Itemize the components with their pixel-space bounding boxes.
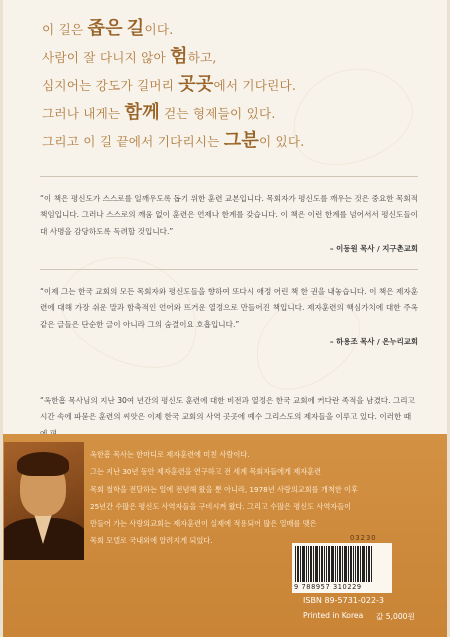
headline-line-5 [42, 127, 422, 155]
divider [40, 269, 418, 270]
headline-emphasis: 곳곳 [178, 74, 214, 95]
price: 값 5,000원 [376, 612, 415, 621]
headline-text: 이 있다. [258, 134, 305, 149]
headline-line-3 [42, 71, 422, 99]
isbn: ISBN 89-5731-022-3 [303, 596, 385, 605]
headline-emphasis: 함께 [124, 102, 160, 123]
headline-text: 심지어는 강도가 길머리 [42, 78, 179, 93]
headline-line-2 [42, 43, 422, 71]
bio-line: 목회 모델로 국내외에 알려지게 되었다. [90, 536, 213, 546]
bio-line: 그는 지난 30년 동안 제자훈련을 연구하고 전 세계 목회자들에게 제자훈련 [90, 467, 322, 477]
endorsement-quote [40, 284, 418, 350]
headline-text: 그러나 내게는 [42, 106, 125, 121]
barcode-bars [295, 546, 389, 582]
endorsement-author: – 하용조 목사 / 온누리교회 [329, 337, 418, 347]
photo-hair-shape [17, 452, 69, 476]
headline-emphasis: 그분 [223, 130, 259, 151]
barcode [292, 543, 392, 593]
headline-text: 그리고 이 길 끝에서 기다리시는 [42, 134, 224, 149]
headline-text: 걷는 형제들이 있다. [159, 106, 276, 121]
barcode-digits: 9 788957 310229 [294, 583, 362, 591]
headline-emphasis: 좁은 [87, 18, 123, 39]
endorsement-text: “이제 그는 한국 교회의 모든 목회자와 평신도들을 향하여 또다시 애정 어린 책 한 권을 내놓습니다. 이 책은 제자훈련에 대해 가장 쉬운 말과 함축적인 언어와 뜨거운 열정으로 만들어진 책입니다. 제자훈련의 핵심가치에 대한 주옥같은 글들은 단순한 글이 아니라 그의 숨결이요 호흡입니다.” [40, 287, 418, 329]
headline-line-1 [42, 15, 422, 43]
bio-line: 만들어 가는 사랑의교회는 제자훈련이 실제에 적용되어 많은 열매를 맺은 [90, 519, 317, 529]
endorsement-text-partial: “옥한흠 목사님의 지난 30여 년간의 평신도 훈련에 대한 비전과 열정은 한국 교회에 커다란 족적을 남겼다. 그리고 시간 속에 파묻은 훈련의 씨앗은 이제 한국 교회의 사역 곳곳에 예수 그리스도의 제자들을 이루고 있다. 이러한 때 [40, 396, 415, 422]
headline-text: 사람이 잘 다니지 않아 [42, 50, 171, 65]
barcode-price-code: 03230 [350, 534, 377, 542]
headline-line-4 [42, 99, 422, 127]
bio-line: 목회 철학을 전달하는 일에 전념해 왔을 뿐 아니라, 1978년 사랑의교회를 개척한 이후 [90, 484, 358, 494]
endorsement-text: “이 책은 평신도가 스스로를 일깨우도록 돕기 위한 훈련 교본입니다. 목회자가 평신도를 깨우는 것은 중요한 목회적 책임입니다. 그러나 스스로의 깨움 없이 훈련은 언제나 한계를 갖습니다. 이 책은 이런 한계를 넘어서서 평신도들이 대 사명을 감당하도록 독려할 것입니다.” [40, 194, 418, 236]
headline-poem [42, 15, 422, 155]
headline-emphasis: 험 [170, 46, 188, 67]
endorsements [40, 186, 418, 350]
headline-text: 하고, [187, 50, 217, 65]
author-photo [4, 442, 84, 560]
headline-text: 이다. [144, 22, 174, 37]
endorsement-quote [40, 191, 418, 257]
headline-text: 에서 기다린다. [213, 78, 297, 93]
endorsement-author: – 이동원 목사 / 지구촌교회 [329, 243, 418, 253]
divider [40, 176, 418, 177]
bio-line: 옥한흠 목사는 한마디로 제자훈련에 미친 사람이다. [90, 450, 250, 459]
printed-in: Printed in Korea [303, 611, 364, 620]
headline-emphasis: 길 [126, 18, 145, 39]
bio-line: 25년간 수많은 평신도 사역자들을 구비시켜 왔다. 그리고 수많은 평신도 사역자들이 [90, 501, 352, 511]
headline-text: 이 길은 [42, 22, 88, 37]
author-bio [90, 446, 430, 550]
